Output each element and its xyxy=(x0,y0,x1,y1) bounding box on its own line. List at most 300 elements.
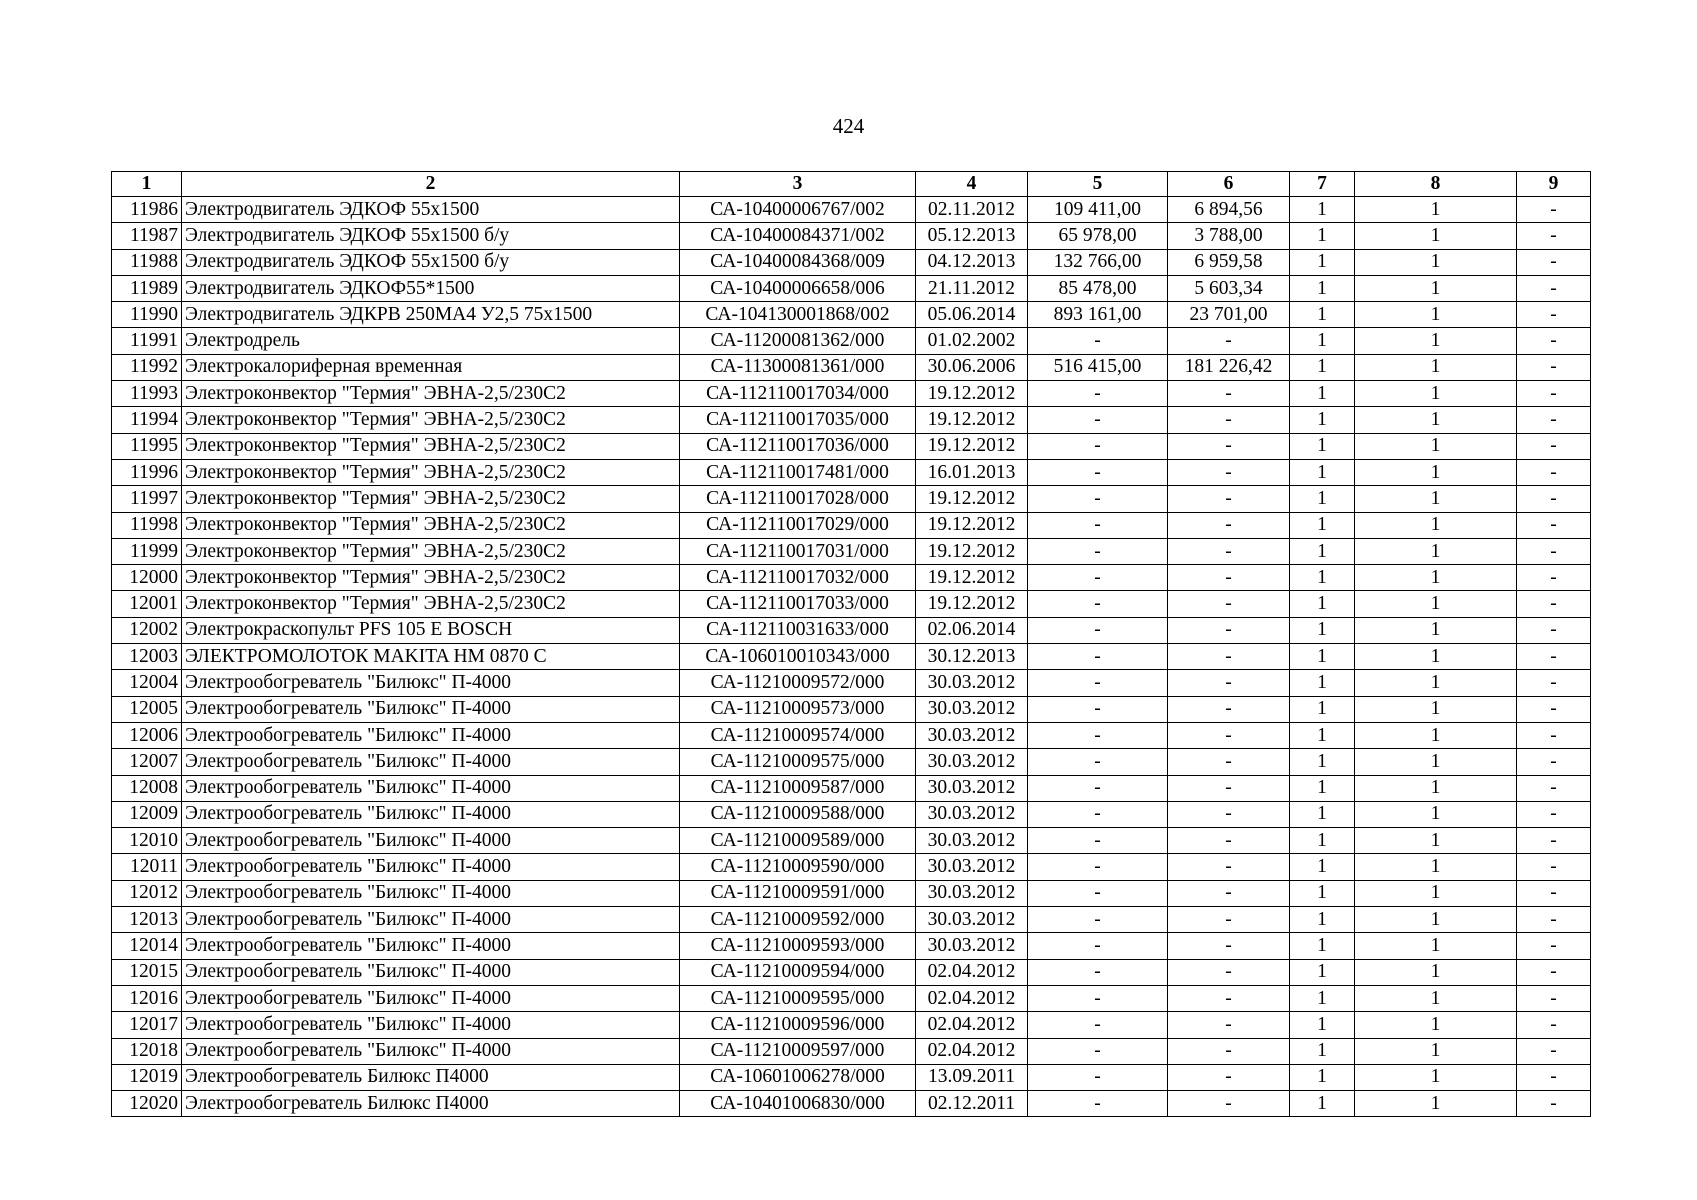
table-cell: 6 894,56 xyxy=(1168,197,1290,223)
table-cell: Электроконвектор "Термия" ЭВНА-2,5/230С2 xyxy=(182,565,680,591)
table-row xyxy=(112,591,1591,617)
table-cell: 1 xyxy=(1355,354,1517,380)
table-cell: СА-11210009594/000 xyxy=(680,959,916,985)
table-cell: 11987 xyxy=(112,223,182,249)
table-cell: Электродвигатель ЭДКОФ 55х1500 б/у xyxy=(182,249,680,275)
table-cell: 12002 xyxy=(112,617,182,643)
table-cell: Электродвигатель ЭДКОФ 55х1500 xyxy=(182,197,680,223)
table-cell: 1 xyxy=(1355,302,1517,328)
table-cell: 1 xyxy=(1290,486,1355,512)
table-cell: 12017 xyxy=(112,1012,182,1038)
table-row xyxy=(112,959,1591,985)
table-cell: 11990 xyxy=(112,302,182,328)
table-cell: СА-10601006278/000 xyxy=(680,1064,916,1090)
table-cell: 04.12.2013 xyxy=(916,249,1028,275)
table-cell: - xyxy=(1028,512,1168,538)
column-header: 8 xyxy=(1355,172,1517,197)
table-cell: 1 xyxy=(1290,854,1355,880)
table-cell: СА-112110017481/000 xyxy=(680,459,916,485)
table-cell: 30.06.2006 xyxy=(916,354,1028,380)
table-cell: 30.12.2013 xyxy=(916,644,1028,670)
column-header: 6 xyxy=(1168,172,1290,197)
table-cell: 30.03.2012 xyxy=(916,801,1028,827)
table-cell: - xyxy=(1517,1091,1591,1117)
table-cell: Электрообогреватель Билюкс П4000 xyxy=(182,1064,680,1090)
table-cell: 1 xyxy=(1290,433,1355,459)
table-cell: - xyxy=(1028,486,1168,512)
table-cell: СА-11210009597/000 xyxy=(680,1038,916,1064)
table-cell: 02.04.2012 xyxy=(916,959,1028,985)
table-cell: 6 959,58 xyxy=(1168,249,1290,275)
table-cell: - xyxy=(1028,775,1168,801)
table-cell: 11996 xyxy=(112,459,182,485)
table-cell: 1 xyxy=(1290,1064,1355,1090)
table-cell: - xyxy=(1517,854,1591,880)
table-cell: Электроконвектор "Термия" ЭВНА-2,5/230С2 xyxy=(182,433,680,459)
table-cell: - xyxy=(1028,801,1168,827)
table-cell: - xyxy=(1517,775,1591,801)
table-cell: Электрообогреватель "Билюкс" П-4000 xyxy=(182,854,680,880)
column-header: 5 xyxy=(1028,172,1168,197)
table-cell: - xyxy=(1517,565,1591,591)
table-cell: - xyxy=(1028,854,1168,880)
table-cell: - xyxy=(1028,722,1168,748)
table-cell: СА-11210009572/000 xyxy=(680,670,916,696)
table-cell: 12009 xyxy=(112,801,182,827)
table-cell: - xyxy=(1028,381,1168,407)
table-cell: 1 xyxy=(1355,828,1517,854)
table-cell: - xyxy=(1517,644,1591,670)
table-cell: 1 xyxy=(1355,407,1517,433)
table-row xyxy=(112,1038,1591,1064)
table-row xyxy=(112,433,1591,459)
table-cell: Электродвигатель ЭДКРВ 250МА4 У2,5 75х1500 xyxy=(182,302,680,328)
table-cell: - xyxy=(1517,617,1591,643)
table-cell: 30.03.2012 xyxy=(916,696,1028,722)
table-cell: - xyxy=(1168,1064,1290,1090)
table-cell: - xyxy=(1517,749,1591,775)
table-cell: - xyxy=(1517,302,1591,328)
table-cell: - xyxy=(1028,933,1168,959)
table-cell: ЭЛЕКТРОМОЛОТОК MAKITA HM 0870 C xyxy=(182,644,680,670)
table-cell: - xyxy=(1168,985,1290,1011)
table-cell: - xyxy=(1028,407,1168,433)
table-cell: - xyxy=(1168,696,1290,722)
table-cell: 12008 xyxy=(112,775,182,801)
table-cell: - xyxy=(1168,907,1290,933)
table-row xyxy=(112,670,1591,696)
table-cell: - xyxy=(1028,670,1168,696)
table-body xyxy=(112,197,1591,1117)
table-cell: 85 478,00 xyxy=(1028,275,1168,301)
table-cell: - xyxy=(1028,591,1168,617)
table-cell: 12018 xyxy=(112,1038,182,1064)
table-cell: Электроконвектор "Термия" ЭВНА-2,5/230С2 xyxy=(182,591,680,617)
table-cell: - xyxy=(1168,617,1290,643)
table-cell: Электродвигатель ЭДКОФ55*1500 xyxy=(182,275,680,301)
table-cell: 1 xyxy=(1290,328,1355,354)
table-cell: 02.06.2014 xyxy=(916,617,1028,643)
table-cell: Электрообогреватель "Билюкс" П-4000 xyxy=(182,696,680,722)
table-cell: СА-106010010343/000 xyxy=(680,644,916,670)
table-cell: Электроконвектор "Термия" ЭВНА-2,5/230С2 xyxy=(182,512,680,538)
table-cell: 1 xyxy=(1355,1091,1517,1117)
table-row xyxy=(112,459,1591,485)
table-row xyxy=(112,302,1591,328)
table-cell: Электрокалориферная временная xyxy=(182,354,680,380)
table-row xyxy=(112,275,1591,301)
table-cell: - xyxy=(1517,1012,1591,1038)
table-cell: 1 xyxy=(1290,459,1355,485)
table-cell: 05.12.2013 xyxy=(916,223,1028,249)
table-row xyxy=(112,1012,1591,1038)
table-cell: СА-11210009588/000 xyxy=(680,801,916,827)
table-row xyxy=(112,223,1591,249)
table-row xyxy=(112,617,1591,643)
table-cell: Электрообогреватель "Билюкс" П-4000 xyxy=(182,907,680,933)
table-cell: 1 xyxy=(1290,696,1355,722)
table-row xyxy=(112,354,1591,380)
table-cell: - xyxy=(1028,985,1168,1011)
table-cell: Электрообогреватель "Билюкс" П-4000 xyxy=(182,985,680,1011)
table-cell: СА-10400006767/002 xyxy=(680,197,916,223)
table-cell: - xyxy=(1168,486,1290,512)
table-cell: 1 xyxy=(1290,354,1355,380)
table-cell: Электрообогреватель "Билюкс" П-4000 xyxy=(182,880,680,906)
table-cell: 1 xyxy=(1355,775,1517,801)
table-cell: 11995 xyxy=(112,433,182,459)
table-cell: СА-104130001868/002 xyxy=(680,302,916,328)
table-cell: - xyxy=(1028,328,1168,354)
table-cell: 1 xyxy=(1290,933,1355,959)
table-cell: - xyxy=(1168,880,1290,906)
table-cell: - xyxy=(1517,512,1591,538)
table-cell: - xyxy=(1517,538,1591,564)
table-cell: 12001 xyxy=(112,591,182,617)
table-cell: 1 xyxy=(1355,854,1517,880)
table-cell: 893 161,00 xyxy=(1028,302,1168,328)
table-cell: 30.03.2012 xyxy=(916,854,1028,880)
table-cell: Электрокраскопульт PFS 105 E BOSCH xyxy=(182,617,680,643)
column-header: 3 xyxy=(680,172,916,197)
table-cell: СА-112110017032/000 xyxy=(680,565,916,591)
table-cell: СА-11210009595/000 xyxy=(680,985,916,1011)
table-cell: - xyxy=(1028,538,1168,564)
table-cell: - xyxy=(1517,223,1591,249)
table-cell: 1 xyxy=(1290,985,1355,1011)
table-cell: - xyxy=(1517,670,1591,696)
table-cell: 13.09.2011 xyxy=(916,1064,1028,1090)
table-cell: 1 xyxy=(1355,197,1517,223)
table-row xyxy=(112,407,1591,433)
header-row xyxy=(112,172,1591,197)
table-cell: 11998 xyxy=(112,512,182,538)
table-cell: СА-112110017031/000 xyxy=(680,538,916,564)
table-cell: - xyxy=(1028,565,1168,591)
table-cell: СА-11210009573/000 xyxy=(680,696,916,722)
table-cell: 1 xyxy=(1355,565,1517,591)
table-cell: 11993 xyxy=(112,381,182,407)
table-row xyxy=(112,512,1591,538)
table-cell: - xyxy=(1028,696,1168,722)
table-cell: 19.12.2012 xyxy=(916,538,1028,564)
table-cell: СА-10401006830/000 xyxy=(680,1091,916,1117)
table-cell: 1 xyxy=(1290,512,1355,538)
table-cell: 1 xyxy=(1290,828,1355,854)
column-header: 2 xyxy=(182,172,680,197)
table-cell: 1 xyxy=(1290,749,1355,775)
table-cell: 19.12.2012 xyxy=(916,433,1028,459)
table-cell: 1 xyxy=(1290,249,1355,275)
table-cell: 30.03.2012 xyxy=(916,933,1028,959)
table-row xyxy=(112,801,1591,827)
table-cell: Электрообогреватель "Билюкс" П-4000 xyxy=(182,933,680,959)
table-cell: 11997 xyxy=(112,486,182,512)
table-cell: - xyxy=(1168,1012,1290,1038)
table-cell: 1 xyxy=(1290,565,1355,591)
table-cell: 1 xyxy=(1290,197,1355,223)
table-row xyxy=(112,854,1591,880)
table-cell: 30.03.2012 xyxy=(916,670,1028,696)
table-cell: 12010 xyxy=(112,828,182,854)
table-cell: - xyxy=(1517,907,1591,933)
table-cell: - xyxy=(1517,249,1591,275)
table-cell: - xyxy=(1168,591,1290,617)
table-cell: Электродвигатель ЭДКОФ 55х1500 б/у xyxy=(182,223,680,249)
table-cell: СА-11210009590/000 xyxy=(680,854,916,880)
table-cell: 02.11.2012 xyxy=(916,197,1028,223)
table-cell: - xyxy=(1168,644,1290,670)
table-cell: СА-11210009592/000 xyxy=(680,907,916,933)
table-cell: 1 xyxy=(1355,459,1517,485)
table-cell: 11994 xyxy=(112,407,182,433)
table-cell: - xyxy=(1168,433,1290,459)
table-row xyxy=(112,1091,1591,1117)
table-cell: 12013 xyxy=(112,907,182,933)
table-cell: СА-112110017036/000 xyxy=(680,433,916,459)
table-cell: 516 415,00 xyxy=(1028,354,1168,380)
table-cell: 11989 xyxy=(112,275,182,301)
table-cell: - xyxy=(1168,801,1290,827)
table-cell: СА-112110017035/000 xyxy=(680,407,916,433)
table-cell: - xyxy=(1168,749,1290,775)
table-cell: - xyxy=(1517,381,1591,407)
table-cell: - xyxy=(1168,1091,1290,1117)
table-cell: - xyxy=(1028,828,1168,854)
table-cell: 30.03.2012 xyxy=(916,828,1028,854)
table-row xyxy=(112,565,1591,591)
table-cell: - xyxy=(1168,512,1290,538)
table-cell: - xyxy=(1517,486,1591,512)
table-cell: 1 xyxy=(1355,328,1517,354)
table-cell: 1 xyxy=(1290,538,1355,564)
table-row xyxy=(112,985,1591,1011)
table-cell: 1 xyxy=(1355,722,1517,748)
table-cell: 1 xyxy=(1290,670,1355,696)
table-cell: 1 xyxy=(1355,617,1517,643)
table-cell: 1 xyxy=(1355,670,1517,696)
table-cell: 1 xyxy=(1355,1012,1517,1038)
table-cell: - xyxy=(1168,459,1290,485)
table-cell: 19.12.2012 xyxy=(916,591,1028,617)
table-cell: Электроконвектор "Термия" ЭВНА-2,5/230С2 xyxy=(182,459,680,485)
table-cell: - xyxy=(1517,880,1591,906)
table-cell: Электрообогреватель "Билюкс" П-4000 xyxy=(182,959,680,985)
table-cell: - xyxy=(1517,933,1591,959)
table-cell: - xyxy=(1517,328,1591,354)
table-row xyxy=(112,328,1591,354)
table-cell: 12012 xyxy=(112,880,182,906)
table-cell: 19.12.2012 xyxy=(916,381,1028,407)
table-cell: Электрообогреватель "Билюкс" П-4000 xyxy=(182,801,680,827)
table-cell: 1 xyxy=(1355,538,1517,564)
table-row xyxy=(112,1064,1591,1090)
table-cell: - xyxy=(1028,1064,1168,1090)
table-cell: Электроконвектор "Термия" ЭВНА-2,5/230С2 xyxy=(182,407,680,433)
table-cell: 12011 xyxy=(112,854,182,880)
page-number: 424 xyxy=(832,114,865,138)
table-cell: 12015 xyxy=(112,959,182,985)
table-row xyxy=(112,249,1591,275)
table-cell: - xyxy=(1517,828,1591,854)
table-cell: 1 xyxy=(1290,407,1355,433)
table-cell: 1 xyxy=(1355,486,1517,512)
table-cell: СА-11210009587/000 xyxy=(680,775,916,801)
table-cell: 1 xyxy=(1355,749,1517,775)
table-cell: - xyxy=(1517,985,1591,1011)
table-cell: 5 603,34 xyxy=(1168,275,1290,301)
table-cell: - xyxy=(1168,407,1290,433)
table-cell: 1 xyxy=(1290,880,1355,906)
table-cell: 1 xyxy=(1290,302,1355,328)
table-cell: 12003 xyxy=(112,644,182,670)
table-cell: СА-11210009593/000 xyxy=(680,933,916,959)
table-cell: 1 xyxy=(1355,933,1517,959)
table-cell: СА-112110017029/000 xyxy=(680,512,916,538)
table-cell: - xyxy=(1168,828,1290,854)
table-cell: - xyxy=(1028,1012,1168,1038)
table-cell: 30.03.2012 xyxy=(916,722,1028,748)
table-cell: Электрообогреватель "Билюкс" П-4000 xyxy=(182,722,680,748)
table-row xyxy=(112,696,1591,722)
table-cell: 12000 xyxy=(112,565,182,591)
table-cell: СА-11210009596/000 xyxy=(680,1012,916,1038)
table-cell: 12005 xyxy=(112,696,182,722)
table-cell: 1 xyxy=(1290,959,1355,985)
table-cell: - xyxy=(1517,354,1591,380)
table-cell: 1 xyxy=(1355,907,1517,933)
table-cell: 12016 xyxy=(112,985,182,1011)
table-cell: СА-11210009575/000 xyxy=(680,749,916,775)
table-cell: СА-11210009591/000 xyxy=(680,880,916,906)
table-cell: - xyxy=(1028,644,1168,670)
table-cell: СА-112110017028/000 xyxy=(680,486,916,512)
column-header: 9 xyxy=(1517,172,1591,197)
table-cell: СА-10400084371/002 xyxy=(680,223,916,249)
table-cell: 3 788,00 xyxy=(1168,223,1290,249)
table-cell: 1 xyxy=(1355,1038,1517,1064)
table-cell: - xyxy=(1517,275,1591,301)
table-cell: Электрообогреватель "Билюкс" П-4000 xyxy=(182,670,680,696)
inventory-table xyxy=(111,171,1591,1117)
table-row xyxy=(112,722,1591,748)
table-cell: 19.12.2012 xyxy=(916,565,1028,591)
table-cell: - xyxy=(1517,1038,1591,1064)
table-cell: - xyxy=(1168,538,1290,564)
table-cell: 19.12.2012 xyxy=(916,407,1028,433)
table-cell: 1 xyxy=(1290,223,1355,249)
table-cell: 1 xyxy=(1290,722,1355,748)
table-cell: 21.11.2012 xyxy=(916,275,1028,301)
table-cell: - xyxy=(1168,381,1290,407)
table-cell: - xyxy=(1517,696,1591,722)
table-cell: - xyxy=(1168,775,1290,801)
table-cell: 19.12.2012 xyxy=(916,486,1028,512)
table-cell: 11991 xyxy=(112,328,182,354)
table-cell: 1 xyxy=(1290,617,1355,643)
table-cell: 30.03.2012 xyxy=(916,749,1028,775)
table-cell: СА-112110017033/000 xyxy=(680,591,916,617)
table-cell: 132 766,00 xyxy=(1028,249,1168,275)
table-cell: Электрообогреватель "Билюкс" П-4000 xyxy=(182,1012,680,1038)
table-cell: 181 226,42 xyxy=(1168,354,1290,380)
table-cell: 1 xyxy=(1355,591,1517,617)
table-cell: - xyxy=(1517,801,1591,827)
table-cell: 1 xyxy=(1290,275,1355,301)
table-cell: 1 xyxy=(1355,223,1517,249)
table-cell: 1 xyxy=(1355,381,1517,407)
table-cell: - xyxy=(1028,459,1168,485)
table-cell: - xyxy=(1517,1064,1591,1090)
table-cell: 1 xyxy=(1290,381,1355,407)
table-cell: - xyxy=(1168,1038,1290,1064)
table-row xyxy=(112,907,1591,933)
table-cell: 01.02.2002 xyxy=(916,328,1028,354)
table-cell: - xyxy=(1517,197,1591,223)
column-header: 4 xyxy=(916,172,1028,197)
table-cell: 30.03.2012 xyxy=(916,907,1028,933)
table-cell: - xyxy=(1028,1038,1168,1064)
table-cell: - xyxy=(1028,749,1168,775)
table-cell: 1 xyxy=(1290,801,1355,827)
table-cell: 1 xyxy=(1290,775,1355,801)
table-cell: - xyxy=(1168,722,1290,748)
table-cell: 12004 xyxy=(112,670,182,696)
table-cell: СА-10400084368/009 xyxy=(680,249,916,275)
table-cell: 109 411,00 xyxy=(1028,197,1168,223)
table-cell: 23 701,00 xyxy=(1168,302,1290,328)
table-row xyxy=(112,486,1591,512)
table-cell: - xyxy=(1517,591,1591,617)
table-cell: 1 xyxy=(1355,512,1517,538)
table-cell: 16.01.2013 xyxy=(916,459,1028,485)
table-cell: 11999 xyxy=(112,538,182,564)
table-cell: - xyxy=(1028,617,1168,643)
table-cell: 1 xyxy=(1355,959,1517,985)
table-cell: - xyxy=(1517,959,1591,985)
table-cell: Электроконвектор "Термия" ЭВНА-2,5/230С2 xyxy=(182,486,680,512)
table-row xyxy=(112,933,1591,959)
table-cell: - xyxy=(1168,328,1290,354)
column-header: 7 xyxy=(1290,172,1355,197)
table-cell: - xyxy=(1168,565,1290,591)
table-cell: 1 xyxy=(1290,1012,1355,1038)
table-cell: 19.12.2012 xyxy=(916,512,1028,538)
table-cell: Электрообогреватель Билюкс П4000 xyxy=(182,1091,680,1117)
table-cell: - xyxy=(1517,459,1591,485)
table-cell: 30.03.2012 xyxy=(916,775,1028,801)
table-cell: 12020 xyxy=(112,1091,182,1117)
